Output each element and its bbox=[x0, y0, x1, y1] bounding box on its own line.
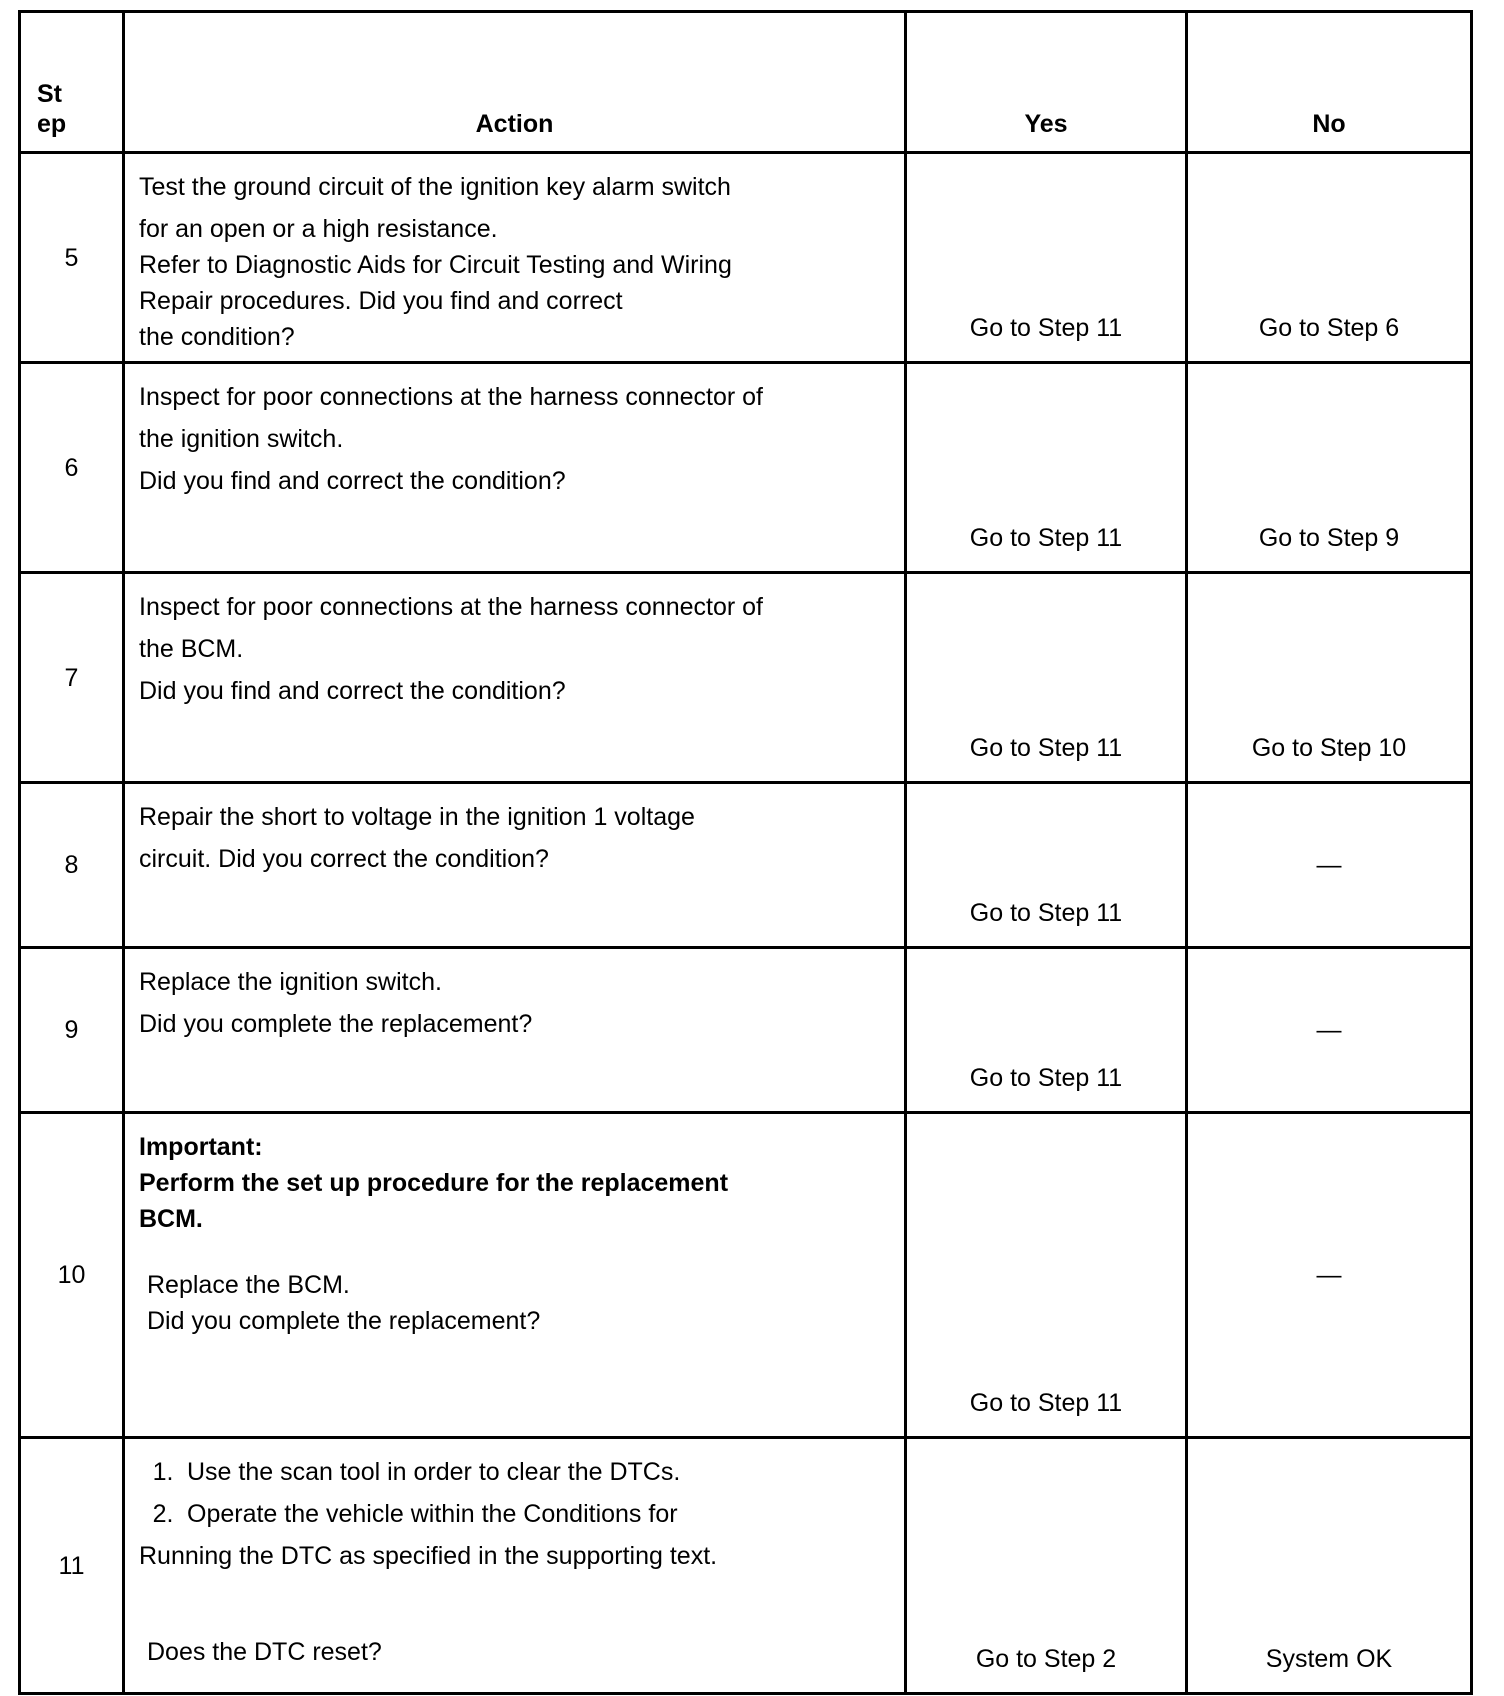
header-step-line-1: St bbox=[37, 80, 62, 108]
action-line: circuit. Did you correct the condition? bbox=[139, 845, 549, 873]
list-text: Use the scan tool in order to clear the DTCs. bbox=[187, 1458, 681, 1486]
list-item bbox=[139, 1457, 892, 1487]
important-text: Perform the set up procedure for the replacement bbox=[139, 1169, 729, 1197]
diagnostic-table-document bbox=[18, 10, 1470, 1695]
action-line: Inspect for poor connections at the harness connector of bbox=[139, 593, 763, 621]
action-line: Inspect for poor connections at the harness connector of bbox=[139, 383, 763, 411]
table-row bbox=[20, 1438, 1472, 1694]
list-item bbox=[139, 1499, 892, 1529]
yes-result: Go to Step 11 bbox=[906, 363, 1187, 573]
action-line: Running the DTC as specified in the supporting text. bbox=[139, 1542, 718, 1570]
action-line: Replace the ignition switch. bbox=[139, 968, 442, 996]
action-cell bbox=[124, 783, 906, 948]
header-yes: Yes bbox=[906, 12, 1187, 153]
diagnostic-steps-table bbox=[18, 10, 1473, 1695]
action-cell bbox=[124, 1438, 906, 1694]
yes-result: Go to Step 11 bbox=[906, 153, 1187, 363]
list-number: 2. bbox=[152, 1500, 174, 1528]
step-number: 11 bbox=[20, 1438, 124, 1694]
table-row bbox=[20, 1113, 1472, 1438]
table-header-row bbox=[20, 12, 1472, 153]
action-cell bbox=[124, 153, 906, 363]
action-cell bbox=[124, 363, 906, 573]
no-result: Go to Step 6 bbox=[1187, 153, 1472, 363]
table-row bbox=[20, 783, 1472, 948]
table-row bbox=[20, 363, 1472, 573]
important-label: Important: bbox=[139, 1133, 263, 1161]
step-number: 5 bbox=[20, 153, 124, 363]
header-step bbox=[20, 12, 124, 153]
action-cell bbox=[124, 1113, 906, 1438]
yes-result: Go to Step 2 bbox=[906, 1438, 1187, 1694]
action-line: Repair the short to voltage in the ignition 1 voltage bbox=[139, 803, 695, 831]
table-row bbox=[20, 573, 1472, 783]
header-action: Action bbox=[124, 12, 906, 153]
action-line: Refer to Diagnostic Aids for Circuit Testing and Wiring bbox=[139, 251, 732, 279]
list-text: Operate the vehicle within the Conditions for bbox=[187, 1500, 678, 1528]
step-number: 7 bbox=[20, 573, 124, 783]
no-result: Go to Step 10 bbox=[1187, 573, 1472, 783]
important-text: BCM. bbox=[139, 1205, 203, 1233]
action-line: Did you find and correct the condition? bbox=[139, 677, 566, 705]
step-number: 6 bbox=[20, 363, 124, 573]
action-line: for an open or a high resistance. bbox=[139, 215, 498, 243]
action-cell bbox=[124, 573, 906, 783]
no-result: Go to Step 9 bbox=[1187, 363, 1472, 573]
action-line: Did you find and correct the condition? bbox=[139, 467, 566, 495]
action-line: the ignition switch. bbox=[139, 425, 344, 453]
no-result: System OK bbox=[1187, 1438, 1472, 1694]
no-result-dash: — bbox=[1187, 948, 1472, 1113]
action-line: Test the ground circuit of the ignition key alarm switch bbox=[139, 173, 731, 201]
step-number: 10 bbox=[20, 1113, 124, 1438]
action-line: the BCM. bbox=[139, 635, 244, 663]
header-no: No bbox=[1187, 12, 1472, 153]
yes-result: Go to Step 11 bbox=[906, 1113, 1187, 1438]
action-cell bbox=[124, 948, 906, 1113]
action-line: Did you complete the replacement? bbox=[139, 1010, 533, 1038]
list-number: 1. bbox=[152, 1458, 174, 1486]
yes-result: Go to Step 11 bbox=[906, 783, 1187, 948]
step-number: 8 bbox=[20, 783, 124, 948]
table-row bbox=[20, 153, 1472, 363]
action-line: Repair procedures. Did you find and correct bbox=[139, 287, 623, 315]
action-line: the condition? bbox=[139, 323, 295, 351]
action-line: Replace the BCM. bbox=[147, 1271, 350, 1299]
step-number: 9 bbox=[20, 948, 124, 1113]
yes-result: Go to Step 11 bbox=[906, 573, 1187, 783]
action-line: Did you complete the replacement? bbox=[147, 1307, 541, 1335]
no-result-dash: — bbox=[1187, 1113, 1472, 1438]
question-line: Does the DTC reset? bbox=[147, 1638, 382, 1666]
table-row bbox=[20, 948, 1472, 1113]
no-result-dash: — bbox=[1187, 783, 1472, 948]
header-step-line-2: ep bbox=[37, 110, 67, 138]
yes-result: Go to Step 11 bbox=[906, 948, 1187, 1113]
